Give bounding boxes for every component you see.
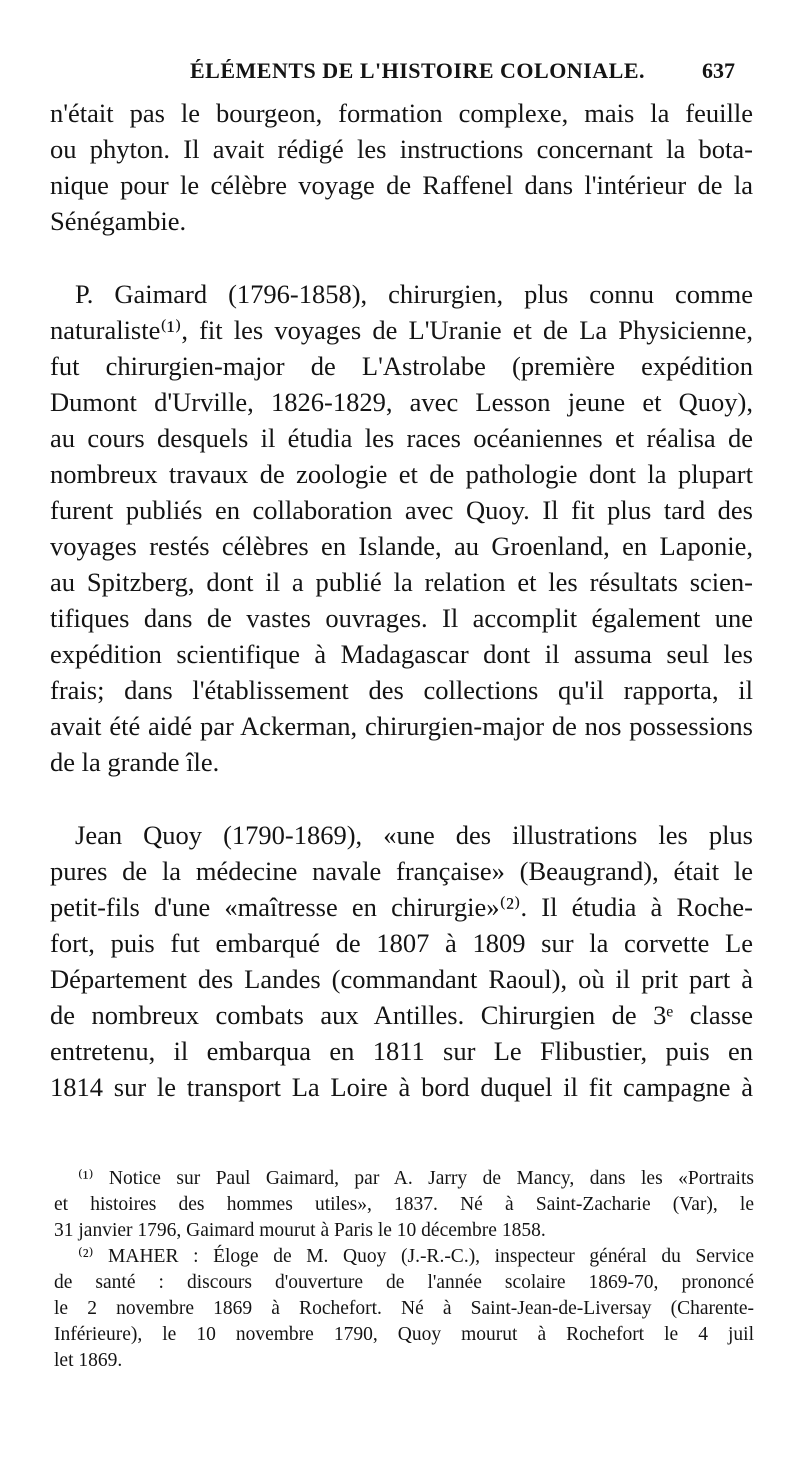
text-line: de la grande île. xyxy=(50,747,220,777)
footnote-line: ⁽²⁾ MAHER : Éloge de M. Quoy (J.-R.-C.), inspecteur général du Service xyxy=(78,1246,754,1267)
text-line: 1814 sur le transport La Loire à bord duquel il fit campagne à xyxy=(50,1072,753,1102)
text-line: entretenu, il embarqua en 1811 sur Le Flibustier, puis en xyxy=(50,1036,753,1066)
text-line: Jean Quoy (1790-1869), «une des illustrations les plus xyxy=(75,820,753,850)
text-line: fort, puis fut embarqué de 1807 à 1809 sur la corvette Le xyxy=(50,928,753,958)
text-line: Sénégambie. xyxy=(50,206,187,236)
text-line: n'était pas le bourgeon, formation complexe, mais la feuille xyxy=(50,98,753,128)
footnote-line: de santé : discours d'ouverture de l'année scolaire 1869-70, prononcé xyxy=(54,1272,754,1293)
text-line: ou phyton. Il avait rédigé les instructions concernant la bota- xyxy=(50,134,753,164)
text-line: de nombreux combats aux Antilles. Chirurgien de 3ᵉ classe xyxy=(50,1000,753,1030)
footnote-line: let 1869. xyxy=(54,1350,123,1371)
text-line: nique pour le célèbre voyage de Raffenel dans l'intérieur de la xyxy=(50,170,753,200)
footnote-line: et histoires des hommes utiles», 1837. Né à Saint-Zacharie (Var), le xyxy=(54,1194,754,1215)
text-line: expédition scientifique à Madagascar dont il assuma seul les xyxy=(50,639,753,669)
footnote-line: ⁽¹⁾ Notice sur Paul Gaimard, par A. Jarry de Mancy, dans les «Portraits xyxy=(78,1168,754,1189)
footnote-line: 31 janvier 1796, Gaimard mourut à Paris le 10 décembre 1858. xyxy=(54,1220,546,1241)
text-line: frais; dans l'établissement des collections qu'il rapporta, il xyxy=(50,675,753,705)
footnote-line: Inférieure), le 10 novembre 1790, Quoy mourut à Rochefort le 4 juil xyxy=(54,1324,754,1345)
text-line: furent publiés en collaboration avec Quoy. Il fit plus tard des xyxy=(50,495,753,525)
text-line: tifiques dans de vastes ouvrages. Il accomplit également une xyxy=(50,603,753,633)
text-line: au cours desquels il étudia les races océaniennes et réalisa de xyxy=(50,423,753,453)
text-line: voyages restés célèbres en Islande, au Groenland, en Laponie, xyxy=(50,531,753,561)
page-number: 637 xyxy=(702,58,735,83)
running-header xyxy=(0,58,800,90)
text-line: nombreux travaux de zoologie et de pathologie dont la plupart xyxy=(50,459,753,489)
running-title: ÉLÉMENTS DE L'HISTOIRE COLONIALE. xyxy=(190,58,645,83)
text-line: P. Gaimard (1796-1858), chirurgien, plus connu comme xyxy=(75,279,753,309)
text-line: petit-fils d'une «maîtresse en chirurgie»⁽²⁾. Il étudia à Roche- xyxy=(50,892,753,922)
footnote-line: le 2 novembre 1869 à Rochefort. Né à Saint-Jean-de-Liversay (Charente- xyxy=(54,1298,754,1319)
text-line: fut chirurgien-major de L'Astrolabe (première expédition xyxy=(50,351,753,381)
text-line: pures de la médecine navale française» (Beaugrand), était le xyxy=(50,856,753,886)
text-line: naturaliste⁽¹⁾, fit les voyages de L'Uranie et de La Physicienne, xyxy=(50,315,753,345)
text-line: avait été aidé par Ackerman, chirurgien-major de nos possessions xyxy=(50,711,753,741)
text-line: au Spitzberg, dont il a publié la relation et les résultats scien- xyxy=(50,567,753,597)
text-line: Dumont d'Urville, 1826-1829, avec Lesson jeune et Quoy), xyxy=(50,387,753,417)
text-line: Département des Landes (commandant Raoul), où il prit part à xyxy=(50,964,753,994)
